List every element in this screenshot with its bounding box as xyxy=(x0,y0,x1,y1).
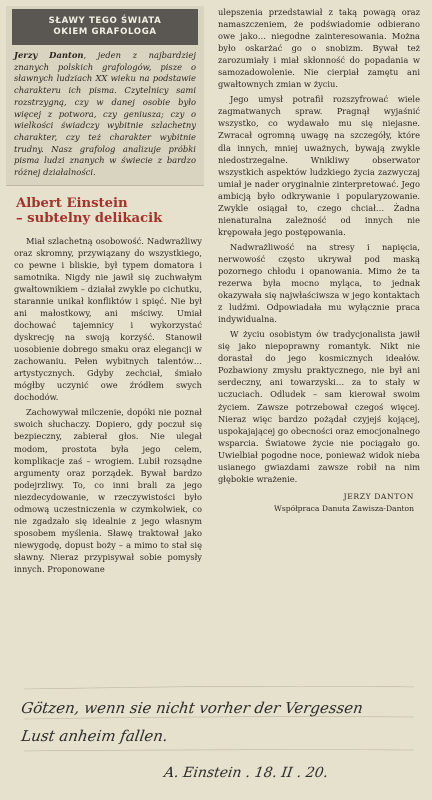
body-paragraph: ulepszenia przedstawiał z taką powagą oraz namaszczeniem, że podświadomie odbierano owe jako… niegodne zainteresowania. Można było oskarżać go o snobizm. Bywał też zarozumiały i miał skłonność do popadania w samozadowolenie. Nie cierpiał zamętu ani gwałtownych zmian w życiu. xyxy=(218,7,420,90)
body-paragraph: Jego umysł potrafił rozszyfrować wiele zagmatwanych spraw. Pragnął wyjaśnić wszystko, co wydawało mu się niejasne. Zwracał ogromną uwagę na szczegóły, które dla innych, mniej uważnych, bywają zwykle niedostrzegalne. Wnikliwy obserwator wszystkich aspektów ludzkiego życia zazwyczaj umiał je nader oryginalnie zinterpretować. Jego ambicją było odkrywanie i popularyzowanie. Zwykle osiągał to, czego chciał… Żadna nienaturalna zależność od innych nie krępowała jego postępowania. xyxy=(218,94,420,237)
handwritten-signature: A. Einstein . 18. II . 20. xyxy=(163,765,330,781)
left-column xyxy=(6,6,204,575)
handwriting-sample xyxy=(18,675,418,793)
byline-collaboration: Współpraca Danuta Zawisza-Danton xyxy=(274,503,414,513)
body-paragraph: Miał szlachetną osobowość. Nadwrażliwy oraz skromny, przywiązany do wszystkiego, co pewne i bliskie, był typem domatora i samotnika. Nigdy nie jawił się zuchwałym gwałtownikiem – działał zwykle po cichutku, starannie unikał konfliktów i spięć. Nie był ani małostkowy, ani mściwy. Umiał dochować tajemnicy i wykorzystać dyskrecję na swoją korzyść. Stanowił uosobienie dobrego smaku oraz elegancji w zachowaniu. Pełen wybitnych talentów… artystycznych. Gdyby zechciał, śmiało mógłby uczynić owe źródłem swych dochodów. xyxy=(14,235,202,403)
right-column xyxy=(212,6,424,515)
intro-author: Jerzy Danton xyxy=(14,50,84,60)
body-paragraph: Zachowywał milczenie, dopóki nie poznał swoich słuchaczy. Dopiero, gdy poczuł się bezpieczny, zabierał głos. Nie ulegał modom, prostota była jego celem, komplikacje zaś – wrogiem. Lubił rozsądne argumenty oraz porządek. Bywał bardzo podejrzliwy. To, co inni brali za jego niezdecydowanie, w rzeczywistości było odmową uczestniczenia w czymkolwiek, co nie zgadzało się idealnie z jego własnym sposobem myślenia. Sławę traktował jako niewygodę, dopust boży – a mimo to stał się sławny. Nieraz przypisywał sobie pomysły innych. Proponowane xyxy=(14,407,202,574)
handwriting-image xyxy=(18,675,418,793)
body-paragraph: W życiu osobistym ów tradycjonalista jawił się jako niepoprawny romantyk. Nikt nie dorastał do jego kosmicznych ideałów. Pozbawiony zmysłu praktycznego, nie był ani serdeczny, ani towarzyski… za to stały w uczuciach. Odludek – sam kierował swoim życiem. Zawsze potrzebował czegoś więcej. Nieraz więc bardzo pożądał czyjejś kojącej, uspokajającej go obecności oraz emocjonalnego wsparcia. Światowe życie nie pociągało go. Uwielbiał pogodne noce, ponieważ widok nieba usianego gwiazdami zawsze robił na nim głębokie wrażenie. xyxy=(218,329,420,484)
series-intro xyxy=(6,45,204,183)
series-intro-box xyxy=(6,6,204,186)
series-title-line-2: OKIEM GRAFOLOGA xyxy=(53,27,157,37)
article-title-line-1: Albert Einstein xyxy=(16,195,128,211)
body-paragraph: Nadwrażliwość na stresy i napięcia, nerwowość często ukrywał pod maską pozornego chłodu i opanowania. Mimo że ta rezerwa była mocno myląca, to jednak okazywała się najwłaściwsza w jego kontaktach z ludźmi. Odpowiadała mu wyłącznie praca indywidualna. xyxy=(218,241,420,325)
handwriting-line-2: Lust anheim fallen. xyxy=(20,727,170,745)
series-title-line-1: SŁAWY TEGO ŚWIATA xyxy=(48,16,162,26)
series-header xyxy=(12,9,198,45)
article-title-line-2: – subtelny delikacik xyxy=(16,211,163,227)
article-title xyxy=(6,186,204,235)
byline xyxy=(212,491,424,515)
byline-author: JERZY DANTON xyxy=(343,491,414,501)
intro-text: , jeden z najbardziej znanych polskich grafologów, pisze o sławnych ludziach XX wieku na podstawie charakteru ich pisma. Czytelnicy sami rozstrzygną, czy w danej osobie było więcej z potwora, czy geniusza; czy o wielkości świadczy wybitnie szlachetny charakter, czy też charakter wybitnie trudny. Nasz grafolog analizuje próbki pisma ludzi znanych w świecie z bardzo różnej działalności. xyxy=(14,50,196,178)
handwriting-line-1: Götzen, wenn sie nicht vorher der Vergessen xyxy=(20,699,365,717)
